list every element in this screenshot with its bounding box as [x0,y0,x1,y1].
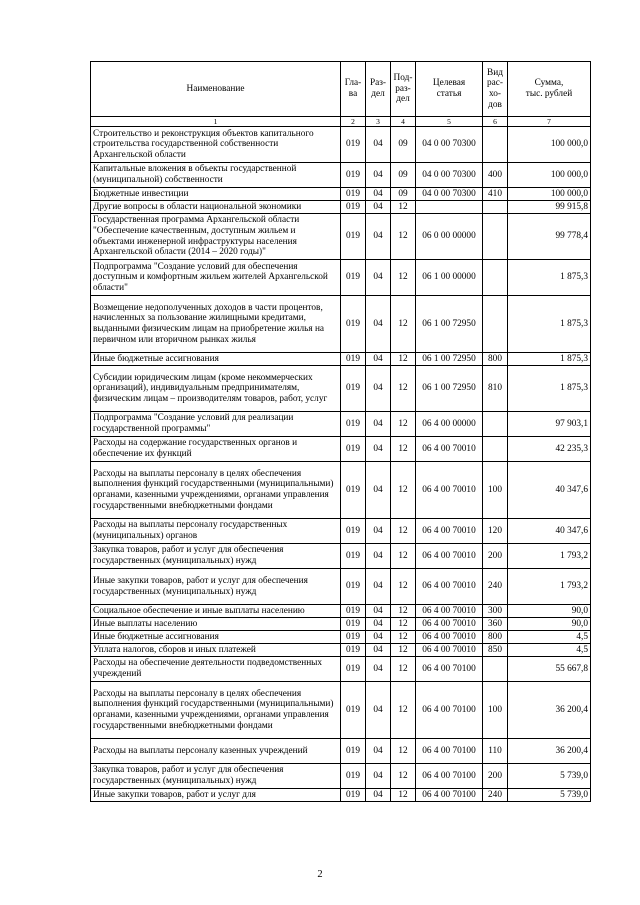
table-row [91,644,591,657]
column-number: 4 [391,117,416,127]
table-row [91,657,591,682]
cell-amount: 40 347,6 [508,462,591,519]
cell-name: Подпрограмма "Создание условий для реализации государственной программы" [91,412,341,437]
cell-glava: 019 [341,644,366,657]
cell-podrazdel: 12 [391,569,416,605]
cell-expense-type: 240 [483,569,508,605]
cell-razdel: 04 [366,682,391,739]
cell-razdel: 04 [366,201,391,214]
cell-expense-type [483,127,508,163]
table-row [91,163,591,188]
table-row [91,201,591,214]
cell-expense-type: 850 [483,644,508,657]
table-row [91,214,591,260]
cell-razdel: 04 [366,618,391,631]
cell-target-article: 06 4 00 70010 [416,618,483,631]
cell-target-article: 06 4 00 70010 [416,644,483,657]
cell-target-article: 06 1 00 72950 [416,353,483,366]
cell-glava: 019 [341,353,366,366]
table-row [91,618,591,631]
cell-glava: 019 [341,412,366,437]
column-header-statya: Целевая статья [416,62,483,117]
cell-amount: 90,0 [508,618,591,631]
cell-amount: 90,0 [508,605,591,618]
cell-name: Иные закупки товаров, работ и услуг для [91,789,341,802]
cell-razdel: 04 [366,644,391,657]
cell-name: Закупка товаров, работ и услуг для обеспечения государственных (муниципальных) нужд [91,764,341,789]
table-row [91,462,591,519]
cell-amount: 5 739,0 [508,764,591,789]
cell-expense-type [483,296,508,353]
cell-expense-type: 800 [483,353,508,366]
cell-glava: 019 [341,519,366,544]
cell-name: Расходы на выплаты персоналу государственных (муниципальных) органов [91,519,341,544]
cell-amount: 100 000,0 [508,127,591,163]
cell-target-article: 06 4 00 70010 [416,569,483,605]
cell-glava: 019 [341,657,366,682]
column-number: 1 [91,117,341,127]
cell-podrazdel: 12 [391,201,416,214]
cell-razdel: 04 [366,260,391,296]
cell-razdel: 04 [366,739,391,764]
cell-amount: 97 903,1 [508,412,591,437]
cell-razdel: 04 [366,353,391,366]
page-number: 2 [317,869,323,880]
cell-name: Субсидии юридическим лицам (кроме некоммерческих организаций), индивидуальным предпринимателям, физическим лицам – производителям товаров, работ, услуг [91,366,341,412]
cell-expense-type: 800 [483,631,508,644]
cell-glava: 019 [341,127,366,163]
cell-amount: 1 875,3 [508,296,591,353]
table-row [91,127,591,163]
table-row [91,437,591,462]
cell-expense-type [483,412,508,437]
cell-glava: 019 [341,605,366,618]
cell-expense-type: 810 [483,366,508,412]
cell-podrazdel: 12 [391,739,416,764]
cell-amount: 1 875,3 [508,366,591,412]
cell-target-article: 06 4 00 70010 [416,544,483,569]
cell-glava: 019 [341,682,366,739]
cell-expense-type: 410 [483,188,508,201]
cell-podrazdel: 12 [391,544,416,569]
cell-razdel: 04 [366,412,391,437]
cell-name: Строительство и реконструкция объектов капитального строительства государственной собственности Архангельской области [91,127,341,163]
cell-glava: 019 [341,739,366,764]
cell-expense-type: 240 [483,789,508,802]
column-header-podrazdel: Под- раз- дел [391,62,416,117]
cell-podrazdel: 12 [391,260,416,296]
table-row [91,605,591,618]
cell-glava: 019 [341,631,366,644]
cell-target-article: 06 4 00 00000 [416,412,483,437]
cell-name: Уплата налогов, сборов и иных платежей [91,644,341,657]
cell-target-article: 06 4 00 70010 [416,605,483,618]
cell-name: Расходы на выплаты персоналу в целях обеспечения выполнения функций государственными (муниципальными) органами, казенными учреждениями, органами управления государственными внебюджетными фондами [91,462,341,519]
cell-podrazdel: 12 [391,644,416,657]
cell-amount: 4,5 [508,644,591,657]
cell-podrazdel: 12 [391,789,416,802]
cell-razdel: 04 [366,127,391,163]
cell-glava: 019 [341,201,366,214]
cell-expense-type: 100 [483,682,508,739]
column-number: 5 [416,117,483,127]
table-body [91,127,591,802]
column-number: 2 [341,117,366,127]
cell-expense-type [483,214,508,260]
cell-target-article: 06 1 00 72950 [416,366,483,412]
table-row [91,260,591,296]
cell-podrazdel: 12 [391,764,416,789]
cell-podrazdel: 12 [391,519,416,544]
cell-amount: 40 347,6 [508,519,591,544]
cell-glava: 019 [341,764,366,789]
cell-name: Закупка товаров, работ и услуг для обеспечения государственных (муниципальных) нужд [91,544,341,569]
cell-target-article: 06 1 00 00000 [416,260,483,296]
cell-amount: 36 200,4 [508,739,591,764]
cell-razdel: 04 [366,462,391,519]
cell-expense-type [483,201,508,214]
cell-target-article: 06 4 00 70010 [416,437,483,462]
cell-amount: 42 235,3 [508,437,591,462]
cell-razdel: 04 [366,605,391,618]
cell-target-article: 04 0 00 70300 [416,188,483,201]
cell-target-article: 06 4 00 70010 [416,462,483,519]
cell-razdel: 04 [366,544,391,569]
cell-target-article: 06 4 00 70100 [416,764,483,789]
cell-target-article: 06 4 00 70100 [416,739,483,764]
cell-expense-type: 100 [483,462,508,519]
table-row [91,353,591,366]
cell-name: Иные бюджетные ассигнования [91,353,341,366]
cell-razdel: 04 [366,437,391,462]
table-row [91,631,591,644]
cell-glava: 019 [341,188,366,201]
cell-amount: 1 875,3 [508,260,591,296]
cell-name: Иные бюджетные ассигнования [91,631,341,644]
cell-glava: 019 [341,789,366,802]
column-header-glava: Гла- ва [341,62,366,117]
cell-expense-type: 300 [483,605,508,618]
cell-name: Социальное обеспечение и иные выплаты населению [91,605,341,618]
cell-target-article: 06 4 00 70010 [416,631,483,644]
cell-glava: 019 [341,437,366,462]
column-header-name: Наименование [91,62,341,117]
cell-amount: 5 739,0 [508,789,591,802]
cell-amount: 1 793,2 [508,544,591,569]
cell-glava: 019 [341,618,366,631]
cell-razdel: 04 [366,519,391,544]
cell-name: Бюджетные инвестиции [91,188,341,201]
cell-target-article: 06 4 00 70100 [416,657,483,682]
cell-razdel: 04 [366,163,391,188]
cell-expense-type [483,260,508,296]
column-header-vid: Вид рас- хо- дов [483,62,508,117]
table-row [91,544,591,569]
cell-name: Капитальные вложения в объекты государственной (муниципальной) собственности [91,163,341,188]
cell-razdel: 04 [366,188,391,201]
cell-expense-type: 120 [483,519,508,544]
cell-name: Иные закупки товаров, работ и услуг для обеспечения государственных (муниципальных) нужд [91,569,341,605]
cell-name: Государственная программа Архангельской области "Обеспечение качественным, доступным жильем и объектами инженерной инфраструктуры населения Архангельской области (2014 – 2020 годы)" [91,214,341,260]
cell-name: Другие вопросы в области национальной экономики [91,201,341,214]
cell-podrazdel: 12 [391,657,416,682]
cell-amount: 1 793,2 [508,569,591,605]
cell-target-article: 04 0 00 70300 [416,127,483,163]
cell-podrazdel: 09 [391,163,416,188]
table-row [91,519,591,544]
table-row [91,569,591,605]
cell-target-article: 06 4 00 70010 [416,519,483,544]
cell-glava: 019 [341,296,366,353]
column-number: 6 [483,117,508,127]
cell-name: Расходы на выплаты персоналу в целях обеспечения выполнения функций государственными (муниципальными) органами, казенными учреждениями, органами управления государственными внебюджетными фондами [91,682,341,739]
table-row [91,412,591,437]
budget-table [90,61,591,802]
cell-podrazdel: 12 [391,682,416,739]
cell-podrazdel: 12 [391,631,416,644]
cell-name: Возмещение недополученных доходов в части процентов, начисленных за пользование жилищными кредитами, выданными физическим лицам на приобретение жилья на первичном или вторичном рынках жилья [91,296,341,353]
cell-name: Расходы на содержание государственных органов и обеспечение их функций [91,437,341,462]
cell-glava: 019 [341,544,366,569]
cell-expense-type [483,437,508,462]
cell-target-article: 06 0 00 00000 [416,214,483,260]
cell-target-article: 04 0 00 70300 [416,163,483,188]
cell-razdel: 04 [366,789,391,802]
table-row [91,789,591,802]
cell-razdel: 04 [366,296,391,353]
cell-amount: 99 778,4 [508,214,591,260]
cell-razdel: 04 [366,764,391,789]
cell-amount: 4,5 [508,631,591,644]
cell-podrazdel: 12 [391,214,416,260]
cell-amount: 100 000,0 [508,163,591,188]
cell-name: Подпрограмма "Создание условий для обеспечения доступным и комфортным жильем жителей Архангельской области" [91,260,341,296]
cell-razdel: 04 [366,631,391,644]
cell-razdel: 04 [366,569,391,605]
cell-glava: 019 [341,366,366,412]
cell-glava: 019 [341,260,366,296]
cell-glava: 019 [341,569,366,605]
cell-podrazdel: 12 [391,605,416,618]
cell-name: Расходы на выплаты персоналу казенных учреждений [91,739,341,764]
cell-name: Расходы на обеспечение деятельности подведомственных учреждений [91,657,341,682]
cell-name: Иные выплаты населению [91,618,341,631]
cell-glava: 019 [341,214,366,260]
cell-amount: 1 875,3 [508,353,591,366]
cell-podrazdel: 12 [391,366,416,412]
cell-podrazdel: 12 [391,296,416,353]
cell-podrazdel: 12 [391,437,416,462]
table-row [91,188,591,201]
cell-podrazdel: 12 [391,462,416,519]
column-number-row [91,117,591,127]
cell-amount: 99 915,8 [508,201,591,214]
cell-expense-type: 110 [483,739,508,764]
table-row [91,764,591,789]
cell-expense-type [483,657,508,682]
table-row [91,682,591,739]
cell-expense-type: 400 [483,163,508,188]
table-row [91,739,591,764]
column-number: 7 [508,117,591,127]
cell-podrazdel: 12 [391,353,416,366]
cell-podrazdel: 09 [391,188,416,201]
cell-razdel: 04 [366,657,391,682]
cell-target-article: 06 4 00 70100 [416,682,483,739]
cell-podrazdel: 09 [391,127,416,163]
column-header-summa: Сумма, тыс. рублей [508,62,591,117]
cell-target-article [416,201,483,214]
cell-amount: 55 667,8 [508,657,591,682]
cell-glava: 019 [341,163,366,188]
table-header-row [91,62,591,117]
cell-expense-type: 200 [483,544,508,569]
cell-podrazdel: 12 [391,618,416,631]
column-number: 3 [366,117,391,127]
cell-razdel: 04 [366,366,391,412]
cell-expense-type: 200 [483,764,508,789]
cell-amount: 100 000,0 [508,188,591,201]
cell-glava: 019 [341,462,366,519]
cell-target-article: 06 1 00 72950 [416,296,483,353]
cell-podrazdel: 12 [391,412,416,437]
table-row [91,296,591,353]
table-row [91,366,591,412]
cell-razdel: 04 [366,214,391,260]
cell-expense-type: 360 [483,618,508,631]
cell-target-article: 06 4 00 70100 [416,789,483,802]
column-header-razdel: Раз- дел [366,62,391,117]
cell-amount: 36 200,4 [508,682,591,739]
